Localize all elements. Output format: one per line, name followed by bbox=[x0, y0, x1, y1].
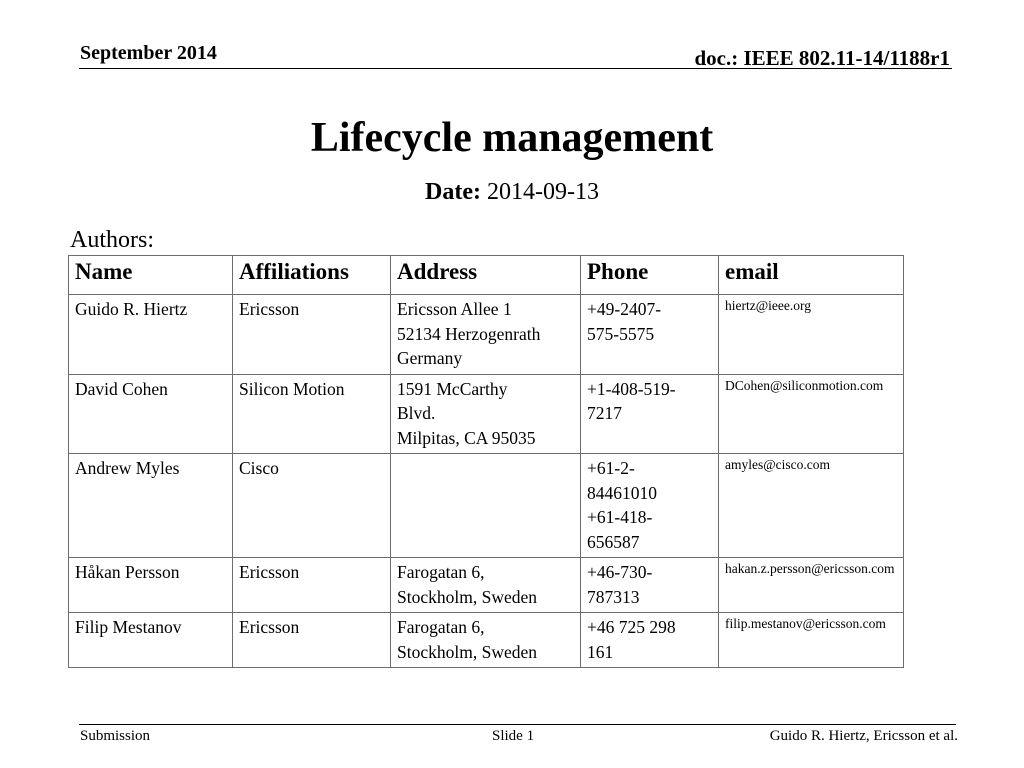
authors-label: Authors: bbox=[70, 227, 154, 253]
col-header-name: Name bbox=[69, 256, 233, 295]
header-date: September 2014 bbox=[80, 42, 217, 64]
author-affiliation-cell: Ericsson bbox=[233, 613, 391, 668]
phone-line: 575-5575 bbox=[587, 323, 655, 344]
date-line bbox=[0, 179, 1024, 206]
date-value: 2014-09-13 bbox=[486, 179, 599, 205]
header-divider bbox=[79, 68, 952, 69]
address-line: Blvd. bbox=[397, 403, 436, 423]
address-line: Stockholm, Sweden bbox=[397, 641, 537, 662]
date-label: Date: bbox=[425, 179, 481, 205]
phone-line: 161 bbox=[587, 641, 614, 662]
author-email-cell: hiertz@ieee.org bbox=[719, 295, 904, 375]
table-row bbox=[69, 374, 904, 454]
address-line: Stockholm, Sweden bbox=[397, 586, 537, 607]
table-row bbox=[69, 295, 904, 375]
phone-line: 656587 bbox=[587, 531, 640, 552]
author-name-cell: David Cohen bbox=[69, 374, 233, 454]
author-address-cell bbox=[391, 295, 581, 375]
author-email-cell: hakan.z.persson@ericsson.com bbox=[719, 558, 904, 613]
address-line: 52134 Herzogenrath bbox=[397, 323, 541, 344]
authors-table bbox=[68, 255, 904, 668]
address-line: Farogatan 6, bbox=[397, 562, 485, 582]
author-name-cell: Håkan Persson bbox=[69, 558, 233, 613]
author-address-cell bbox=[391, 613, 581, 668]
author-address-cell bbox=[391, 558, 581, 613]
table-header-row bbox=[69, 256, 904, 295]
phone-line: 7217 bbox=[587, 403, 622, 423]
phone-line: +61-2- bbox=[587, 458, 635, 478]
author-address-cell bbox=[391, 374, 581, 454]
col-header-email: email bbox=[719, 256, 904, 295]
address-line: Farogatan 6, bbox=[397, 617, 485, 637]
footer-divider bbox=[79, 724, 956, 725]
address-line: 1591 McCarthy bbox=[397, 378, 508, 399]
author-name-cell: Andrew Myles bbox=[69, 454, 233, 558]
author-address-cell bbox=[391, 454, 581, 558]
author-phone-cell bbox=[581, 454, 719, 558]
table-row bbox=[69, 558, 904, 613]
phone-line: 84461010 bbox=[587, 482, 657, 503]
footer-authors: Guido R. Hiertz, Ericsson et al. bbox=[769, 728, 958, 744]
address-line: Germany bbox=[397, 348, 463, 368]
author-phone-cell bbox=[581, 613, 719, 668]
author-email-cell: filip.mestanov@ericsson.com bbox=[719, 613, 904, 668]
author-affiliation-cell: Silicon Motion bbox=[233, 374, 391, 454]
phone-line: +49-2407- bbox=[587, 299, 662, 319]
address-line: Milpitas, CA 95035 bbox=[397, 427, 536, 448]
author-name-cell: Guido R. Hiertz bbox=[69, 295, 233, 375]
col-header-affiliations: Affiliations bbox=[233, 256, 391, 295]
author-phone-cell bbox=[581, 558, 719, 613]
phone-line: +1-408-519- bbox=[587, 378, 676, 399]
phone-line: 787313 bbox=[587, 586, 640, 607]
footer-submission: Submission bbox=[80, 728, 151, 744]
author-phone-cell bbox=[581, 374, 719, 454]
phone-line: +61-418- bbox=[587, 507, 653, 527]
author-email-cell: amyles@cisco.com bbox=[719, 454, 904, 558]
author-email-cell: DCohen@siliconmotion.com bbox=[719, 374, 904, 454]
header-doc-id: doc.: IEEE 802.11-14/1188r1 bbox=[694, 46, 950, 70]
address-line: Ericsson Allee 1 bbox=[397, 299, 512, 319]
col-header-phone: Phone bbox=[581, 256, 719, 295]
author-affiliation-cell: Cisco bbox=[233, 454, 391, 558]
phone-line: +46-730- bbox=[587, 562, 653, 582]
col-header-address: Address bbox=[391, 256, 581, 295]
author-affiliation-cell: Ericsson bbox=[233, 558, 391, 613]
phone-line: +46 725 298 bbox=[587, 617, 676, 637]
slide-title: Lifecycle management bbox=[310, 115, 714, 161]
author-affiliation-cell: Ericsson bbox=[233, 295, 391, 375]
table-row bbox=[69, 613, 904, 668]
author-phone-cell bbox=[581, 295, 719, 375]
author-name-cell: Filip Mestanov bbox=[69, 613, 233, 668]
footer-slide-number: Slide 1 bbox=[492, 728, 535, 744]
table-row bbox=[69, 454, 904, 558]
